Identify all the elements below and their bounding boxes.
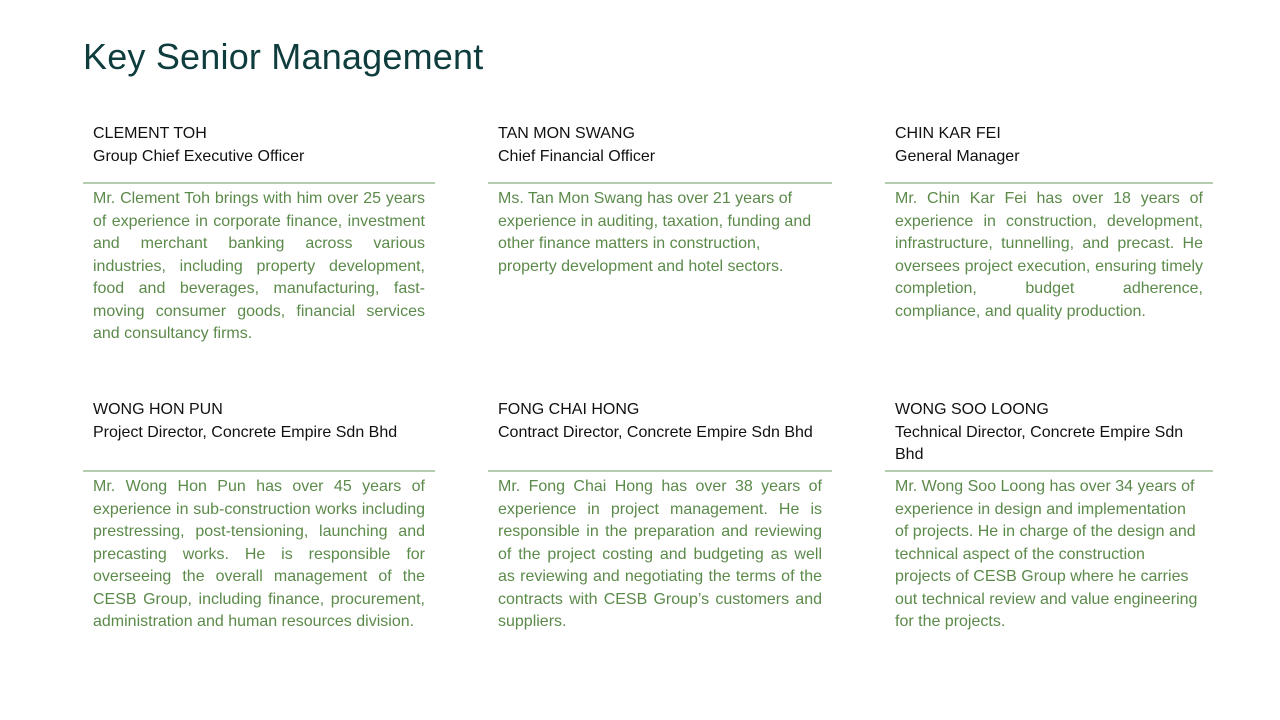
profile-name: FONG CHAI HONG — [498, 401, 640, 418]
profile-card-fong-chai-hong — [488, 399, 832, 669]
profile-bio: Mr. Fong Chai Hong has over 38 years of experience in project management. He is responsible in the preparation and reviewing of the project costing and budgeting as well as reviewing and negotiating the terms of the contracts with CESB Group’s customers and suppliers. — [498, 478, 822, 630]
profile-name: CHIN KAR FEI — [895, 125, 1001, 142]
divider — [885, 182, 1213, 184]
divider — [83, 182, 435, 184]
profile-header — [885, 123, 1213, 168]
profile-role: Project Director, Concrete Empire Sdn Bhd — [93, 423, 398, 441]
profile-name: TAN MON SWANG — [498, 125, 635, 142]
profile-card-chin-kar-fei — [885, 123, 1213, 373]
profile-bio: Mr. Wong Soo Loong has over 34 years of experience in design and implementation of projects. He in charge of the design and technical aspect of the construction projects of CESB Group where he carries out technical review and value engineering for the projects. — [895, 478, 1198, 630]
profile-bio: Mr. Clement Toh brings with him over 25 years of experience in corporate finance, investment and merchant banking across various industries, including property development, food and beverages, manufacturing, fast-moving consumer goods, financial services and consultancy firms. — [93, 190, 425, 342]
profile-card-wong-hon-pun — [83, 399, 435, 669]
divider — [885, 470, 1213, 472]
profile-role: General Manager — [895, 147, 1020, 165]
profile-bio: Mr. Chin Kar Fei has over 18 years of experience in construction, development, infrastructure, tunnelling, and precast. He oversees project execution, ensuring timely completion, budget adherence, compliance, and quality production. — [895, 190, 1203, 320]
divider — [83, 470, 435, 472]
profile-name: WONG SOO LOONG — [895, 401, 1049, 418]
profile-header — [488, 123, 832, 168]
profile-role: Technical Director, Concrete Empire Sdn Bhd — [895, 423, 1184, 463]
profile-card-wong-soo-loong — [885, 399, 1213, 669]
profile-header — [83, 123, 435, 168]
profile-header — [488, 399, 832, 444]
profile-name: CLEMENT TOH — [93, 125, 207, 142]
divider — [488, 182, 832, 184]
slide-title: Key Senior Management — [83, 36, 484, 77]
profile-bio: Ms. Tan Mon Swang has over 21 years of experience in auditing, taxation, funding and other finance matters in construction, property development and hotel sectors. — [498, 190, 812, 275]
profile-header — [885, 399, 1213, 467]
profile-role: Chief Financial Officer — [498, 147, 656, 165]
profile-header — [83, 399, 435, 444]
profile-role: Group Chief Executive Officer — [93, 147, 305, 165]
profile-bio: Mr. Wong Hon Pun has over 45 years of experience in sub-construction works including prestressing, post-tensioning, launching and precasting works. He is responsible for overseeing the overall management of the CESB Group, including finance, procurement, administration and human resources division. — [93, 478, 425, 630]
profile-card-tan-mon-swang — [488, 123, 832, 373]
profile-role: Contract Director, Concrete Empire Sdn Bhd — [498, 423, 813, 441]
divider — [488, 470, 832, 472]
profile-name: WONG HON PUN — [93, 401, 223, 418]
profile-card-clement-toh — [83, 123, 435, 373]
